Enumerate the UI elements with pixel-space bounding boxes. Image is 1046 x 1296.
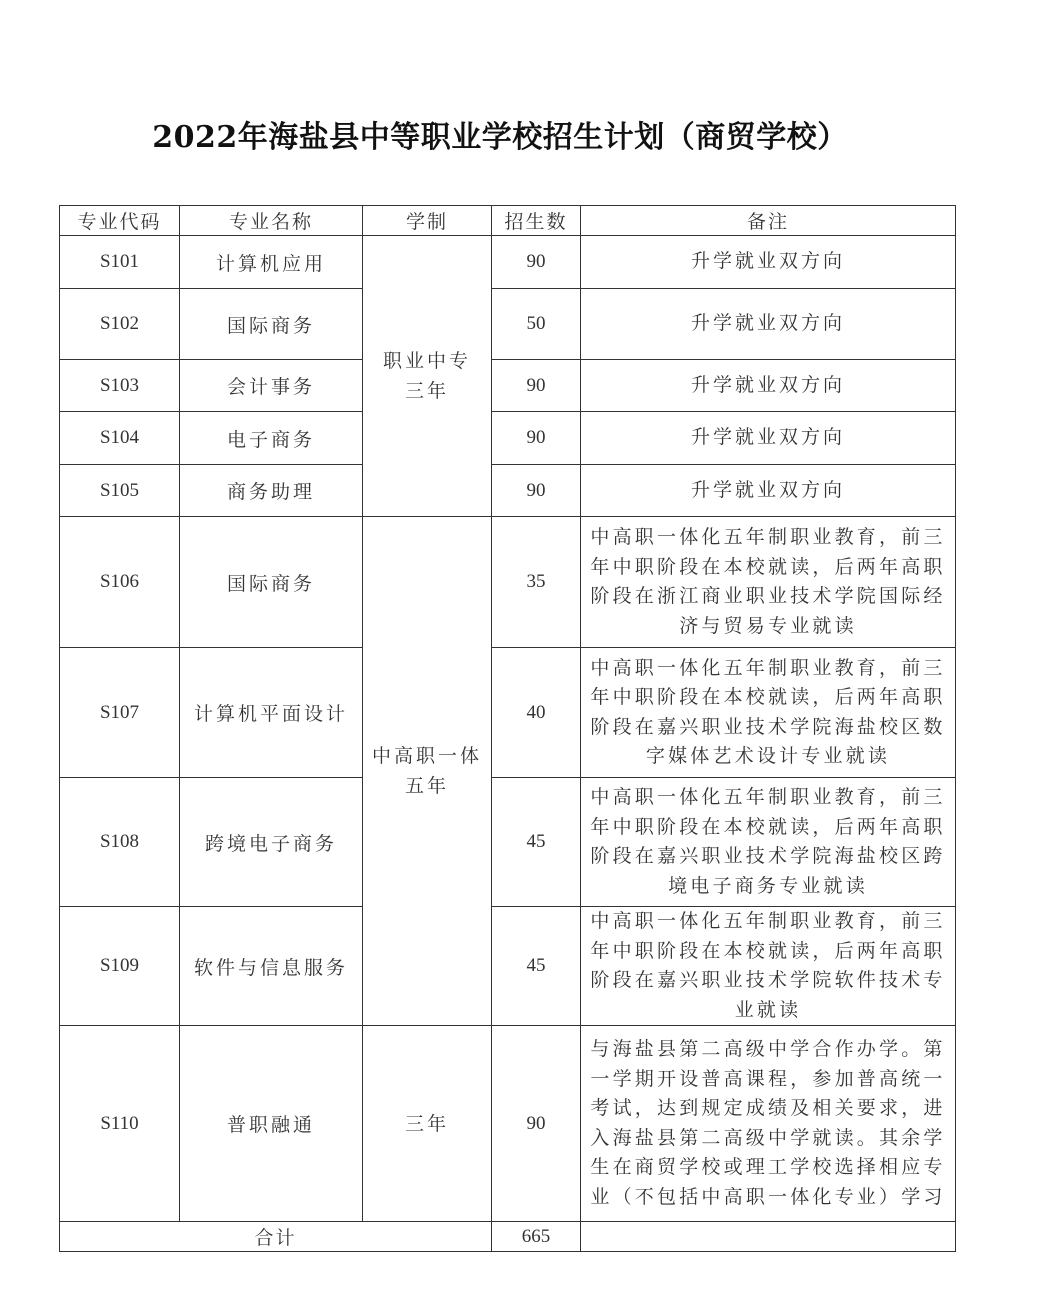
duration-line: 中高职一体 xyxy=(371,745,482,767)
enrollment-plan-table xyxy=(59,205,956,1252)
major-name: 普职融通 xyxy=(180,1026,363,1222)
enrollment-count: 90 xyxy=(492,465,581,517)
major-code: S104 xyxy=(60,412,180,465)
major-code: S108 xyxy=(60,778,180,907)
enrollment-count: 90 xyxy=(492,236,581,289)
enrollment-count: 45 xyxy=(492,778,581,907)
header-duration: 学制 xyxy=(363,206,492,236)
major-name: 商务助理 xyxy=(180,465,363,517)
remarks: 升学就业双方向 xyxy=(581,236,956,289)
major-name: 计算机平面设计 xyxy=(180,648,363,778)
enrollment-count: 50 xyxy=(492,289,581,360)
remarks: 中高职一体化五年制职业教育，前三年中职阶段在本校就读，后两年高职阶段在嘉兴职业技术学院软件技术专业就读 xyxy=(581,907,956,1026)
duration-line: 职业中专 xyxy=(382,350,471,372)
major-name: 国际商务 xyxy=(180,517,363,648)
enrollment-count: 40 xyxy=(492,648,581,778)
table-row xyxy=(60,517,956,648)
enrollment-count: 90 xyxy=(492,1026,581,1222)
total-label: 合计 xyxy=(60,1222,492,1252)
duration-group-3 xyxy=(363,1026,492,1222)
table-row xyxy=(60,778,956,907)
major-name: 软件与信息服务 xyxy=(180,907,363,1026)
remarks: 升学就业双方向 xyxy=(581,412,956,465)
major-code: S102 xyxy=(60,289,180,360)
remarks: 中高职一体化五年制职业教育，前三年中职阶段在本校就读，后两年高职阶段在浙江商业职业技术学院国际经济与贸易专业就读 xyxy=(581,517,956,648)
table-row xyxy=(60,907,956,1026)
duration-line: 五年 xyxy=(404,775,449,797)
major-name: 电子商务 xyxy=(180,412,363,465)
header-remarks: 备注 xyxy=(581,206,956,236)
table-row xyxy=(60,1026,956,1222)
major-name: 国际商务 xyxy=(180,289,363,360)
table-row xyxy=(60,360,956,412)
table-row xyxy=(60,648,956,778)
major-code: S106 xyxy=(60,517,180,648)
enrollment-count: 45 xyxy=(492,907,581,1026)
table-row xyxy=(60,412,956,465)
remarks: 升学就业双方向 xyxy=(581,465,956,517)
remarks: 中高职一体化五年制职业教育，前三年中职阶段在本校就读，后两年高职阶段在嘉兴职业技术学院海盐校区跨境电子商务专业就读 xyxy=(581,778,956,907)
major-name: 计算机应用 xyxy=(180,236,363,289)
major-code: S107 xyxy=(60,648,180,778)
table-row xyxy=(60,465,956,517)
table-row xyxy=(60,289,956,360)
major-code: S103 xyxy=(60,360,180,412)
header-enrollment: 招生数 xyxy=(492,206,581,236)
remarks: 升学就业双方向 xyxy=(581,360,956,412)
header-code: 专业代码 xyxy=(60,206,180,236)
duration-line: 三年 xyxy=(404,380,449,402)
remarks: 与海盐县第二高级中学合作办学。第一学期开设普高课程，参加普高统一考试，达到规定成绩及相关要求，进入海盐县第二高级中学就读。其余学生在商贸学校或理工学校选择相应专业（不包括中高职一体化专业）学习 xyxy=(581,1026,956,1222)
total-enrollment: 665 xyxy=(492,1222,581,1252)
major-name: 跨境电子商务 xyxy=(180,778,363,907)
table-header-row xyxy=(60,206,956,236)
page-title: 2022年海盐县中等职业学校招生计划（商贸学校） xyxy=(152,120,848,155)
major-code: S109 xyxy=(60,907,180,1026)
enrollment-count: 90 xyxy=(492,360,581,412)
total-row xyxy=(60,1222,956,1252)
major-code: S110 xyxy=(60,1026,180,1222)
table-row xyxy=(60,236,956,289)
major-code: S101 xyxy=(60,236,180,289)
major-code: S105 xyxy=(60,465,180,517)
duration-line: 三年 xyxy=(404,1112,449,1135)
duration-group-2 xyxy=(363,517,492,1026)
enrollment-count: 35 xyxy=(492,517,581,648)
header-name: 专业名称 xyxy=(180,206,363,236)
remarks: 升学就业双方向 xyxy=(581,289,956,360)
enrollment-count: 90 xyxy=(492,412,581,465)
remarks: 中高职一体化五年制职业教育，前三年中职阶段在本校就读，后两年高职阶段在嘉兴职业技术学院海盐校区数字媒体艺术设计专业就读 xyxy=(581,648,956,778)
total-remarks xyxy=(581,1222,956,1252)
major-name: 会计事务 xyxy=(180,360,363,412)
duration-group-1 xyxy=(363,236,492,517)
